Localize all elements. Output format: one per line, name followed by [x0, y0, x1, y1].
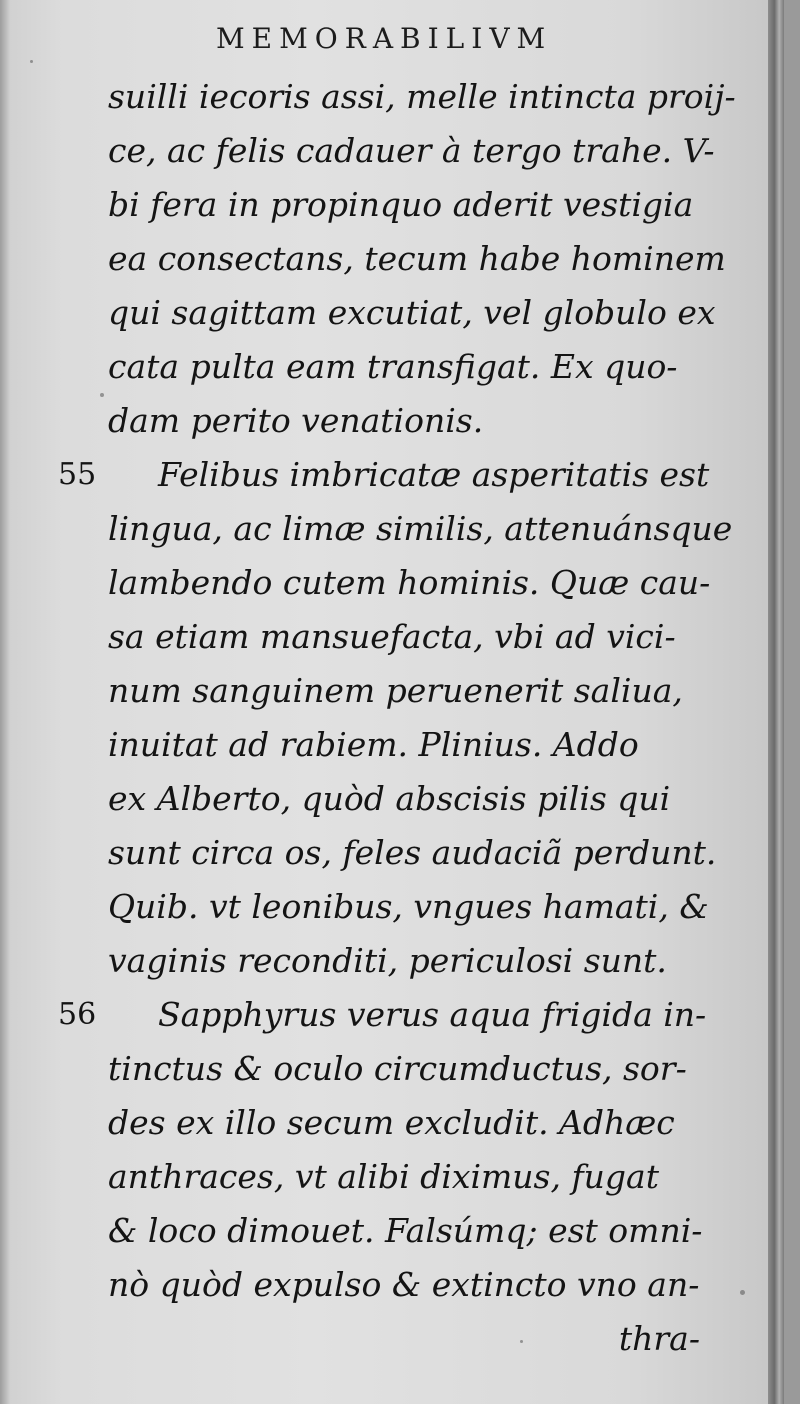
text-line: des ex illo secum excludit. Adhæc	[108, 1103, 675, 1142]
text-line: & loco dimouet. Falsúmq; est omni-	[108, 1211, 703, 1250]
text-line: anthraces, vt alibi diximus, fugat	[108, 1157, 659, 1196]
text-line: tinctus & oculo circumductus, sor-	[108, 1049, 687, 1088]
catchword: thra-	[618, 1319, 700, 1358]
paper-speck	[100, 393, 104, 397]
text-line: nò quòd expulso & extincto vno an-	[108, 1265, 700, 1304]
paper-speck	[740, 1290, 745, 1295]
text-line: sa etiam mansuefacta, vbi ad vici-	[108, 617, 676, 656]
text-line: lambendo cutem hominis. Quæ cau-	[108, 563, 711, 602]
text-line: lingua, ac limæ similis, attenuánsque	[108, 509, 733, 548]
paper-speck	[30, 60, 33, 63]
text-line: ea consectans, tecum habe hominem	[108, 239, 726, 278]
body-text	[58, 70, 736, 1366]
text-line: bi fera in propinquo aderit vestigia	[108, 185, 694, 224]
text-line: vaginis reconditi, periculosi sunt.	[108, 941, 667, 980]
paper-speck	[520, 1340, 523, 1343]
text-line: qui sagittam excutiat, vel globulo ex	[108, 293, 716, 332]
page-gutter-shadow	[0, 0, 10, 1404]
text-line: suilli iecoris assi, melle intincta proij-	[108, 77, 736, 116]
text-line: inuitat ad rabiem. Plinius. Addo	[108, 725, 639, 764]
paragraph-first-line	[58, 448, 710, 502]
text-line: ex Alberto, quòd abscisis pilis qui	[108, 779, 671, 818]
text-line: ce, ac felis cadauer à tergo trahe. V-	[108, 131, 715, 170]
page-edge	[768, 0, 784, 1404]
text-line: Felibus imbricatæ asperitatis est	[158, 455, 710, 494]
text-line: Sapphyrus verus aqua frigida in-	[158, 995, 707, 1034]
text-line: Quib. vt leonibus, vngues hamati, &	[108, 887, 709, 926]
paragraph-first-line	[58, 988, 708, 1042]
text-line: cata pulta eam transfigat. Ex quo-	[108, 347, 678, 386]
text-line: num sanguinem peruenerit saliua,	[108, 671, 683, 710]
text-line: sunt circa os, feles audaciã perdunt.	[108, 833, 717, 872]
running-header: MEMORABILIVM	[216, 22, 553, 55]
text-line: dam perito venationis.	[108, 401, 484, 440]
paragraph-number: 56	[58, 997, 97, 1032]
paragraph-number: 55	[58, 457, 97, 492]
